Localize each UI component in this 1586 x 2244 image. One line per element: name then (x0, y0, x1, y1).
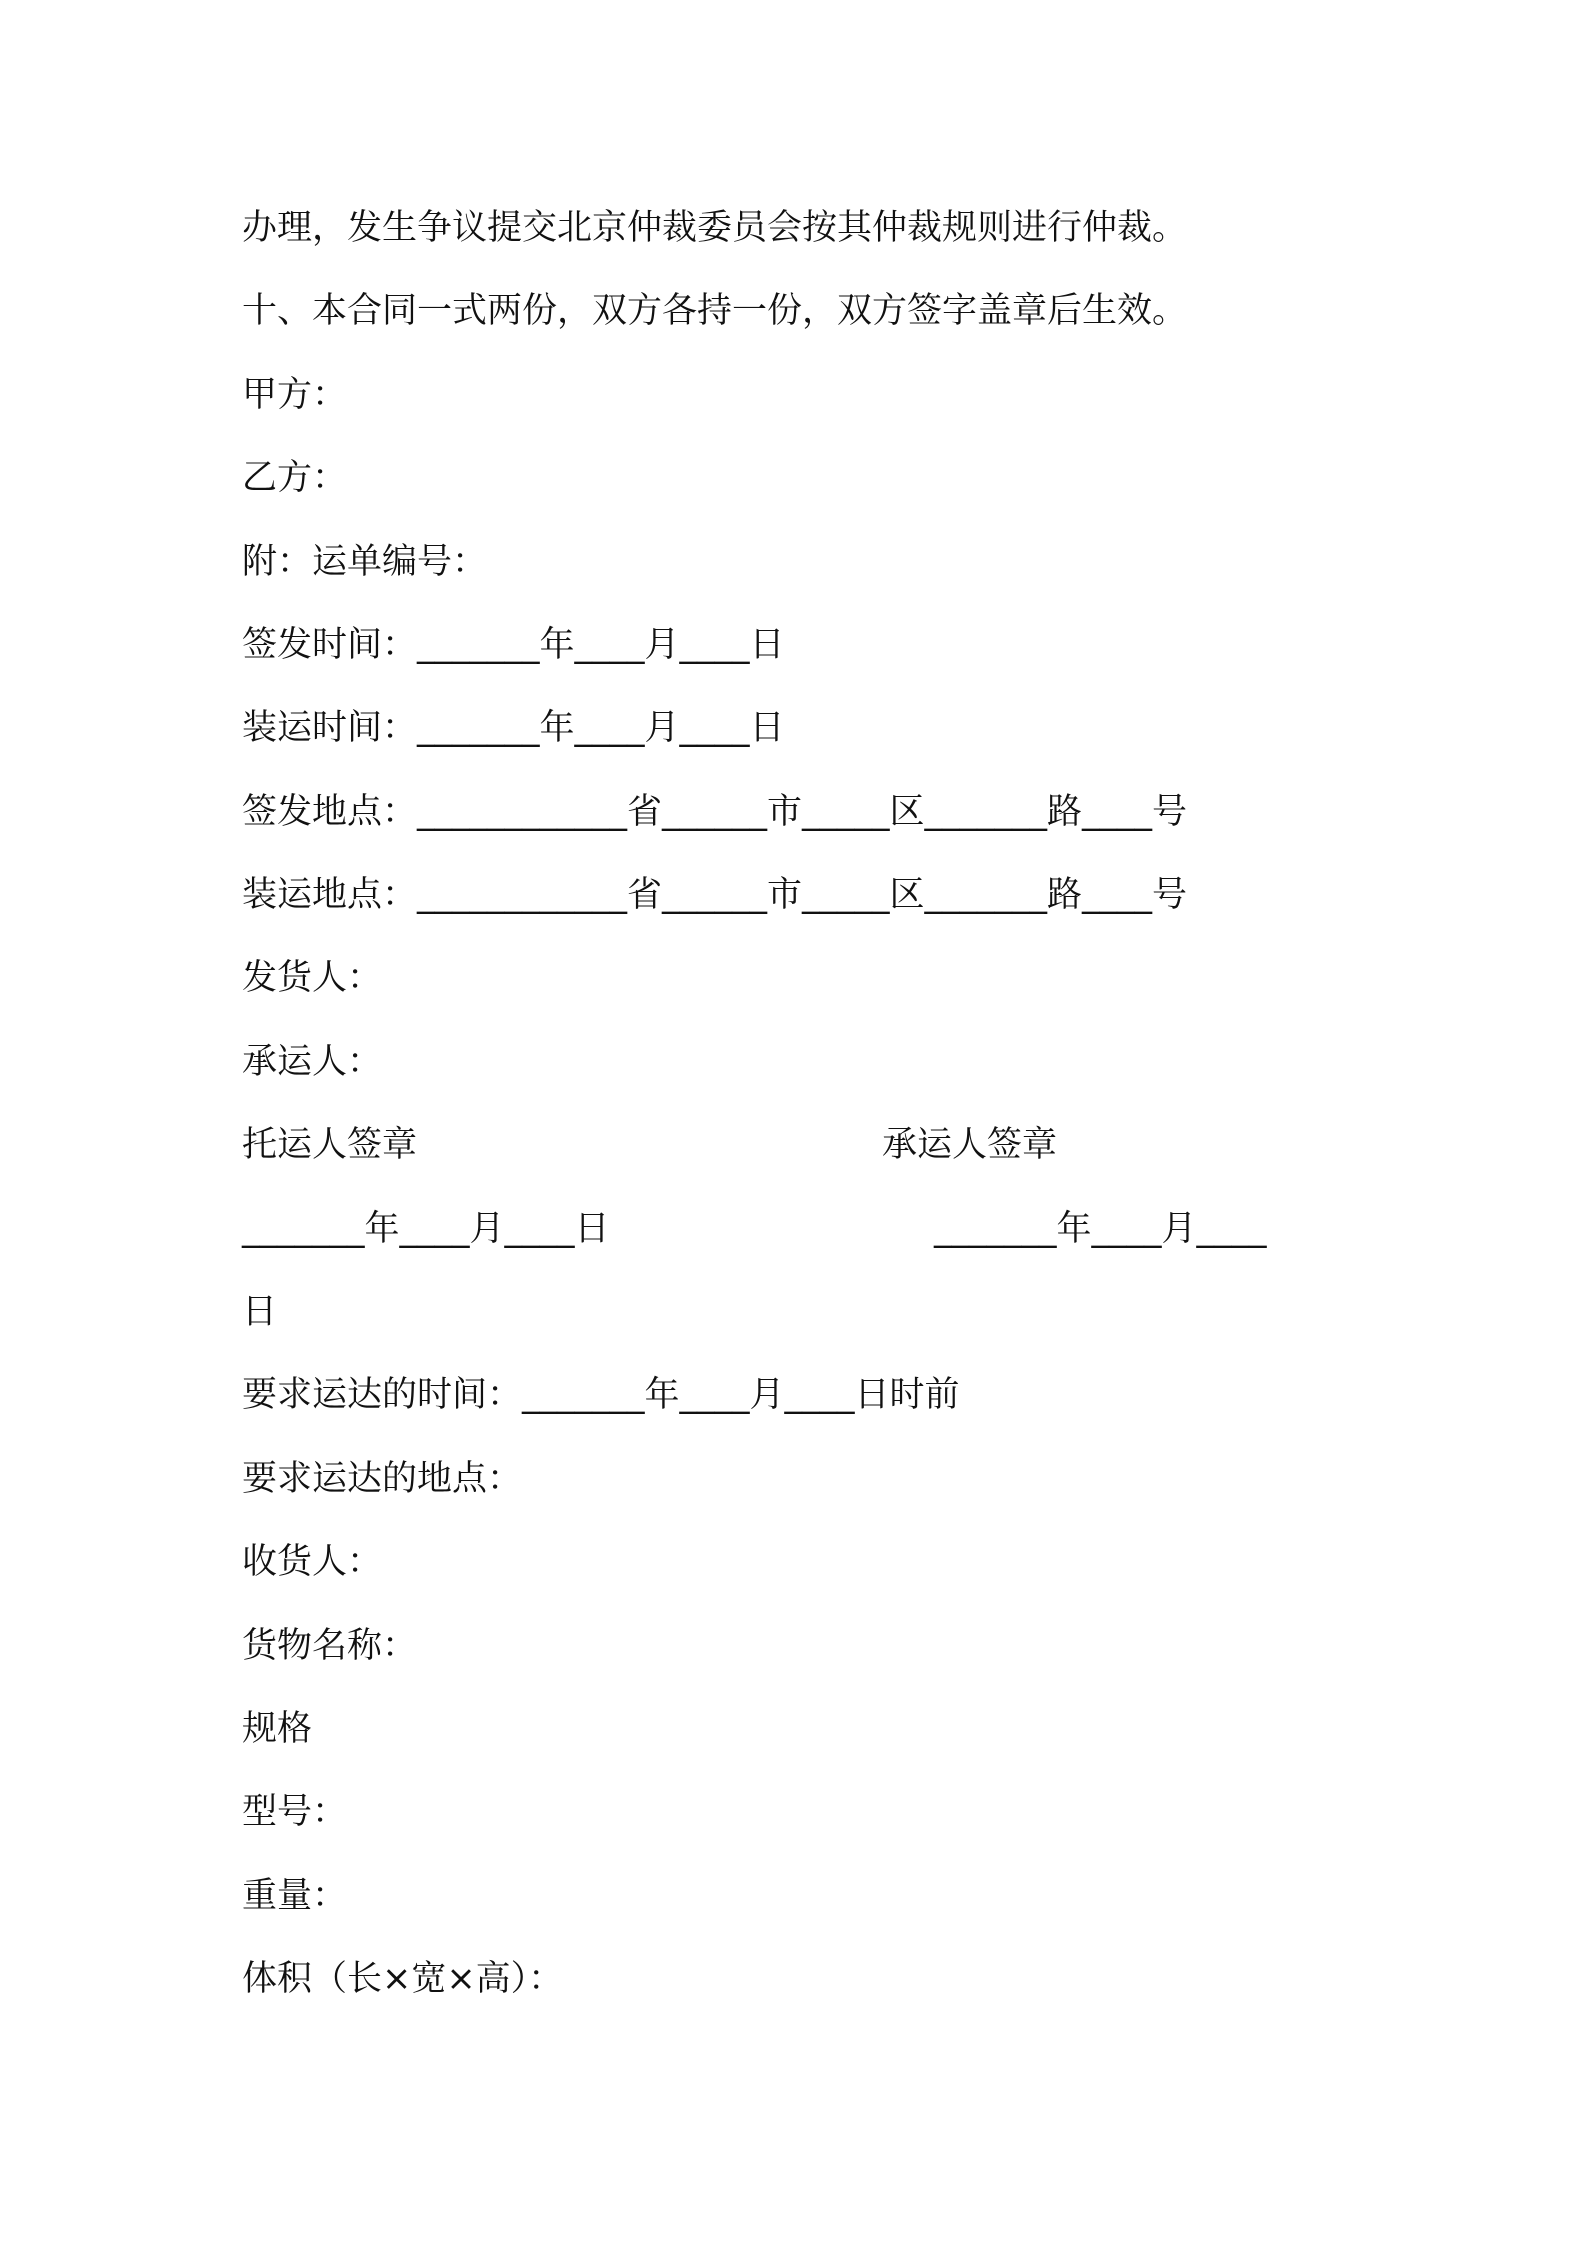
weight-label: 重量： (242, 1876, 348, 1916)
clause-arbitration-text: 办理，发生争议提交北京仲裁委员会按其仲裁规则进行仲裁。 (242, 208, 1188, 248)
model-label: 型号： (242, 1792, 348, 1832)
required-arrival-time-field: 要求运达的时间：_______年____月____日时前 (242, 1375, 960, 1415)
carrier-signature-date: _______年____月____ (934, 1209, 1267, 1249)
carrier-signature-label: 承运人签章 (882, 1125, 1058, 1165)
shipper-label: 发货人： (242, 958, 383, 998)
clause-ten-text: 十、本合同一式两份，双方各持一份，双方签字盖章后生效。 (242, 291, 1188, 331)
consignee-label: 收货人： (242, 1542, 383, 1582)
loading-date-field: 装运时间：_______年____月____日 (242, 708, 785, 748)
party-b-label: 乙方： (242, 458, 348, 498)
shipper-signature-label: 托运人签章 (242, 1125, 418, 1165)
issue-place-field: 签发地点：____________省______市_____区_______路____号 (242, 792, 1188, 832)
party-a-label: 甲方： (242, 375, 348, 415)
specification-label: 规格 (242, 1709, 313, 1749)
shipper-signature-date: _______年____月____日 (242, 1209, 610, 1249)
carrier-signature-date-wrap: 日 (242, 1292, 278, 1332)
required-arrival-place-label: 要求运达的地点： (242, 1459, 523, 1499)
loading-place-field: 装运地点：____________省______市_____区_______路____号 (242, 875, 1188, 915)
goods-name-label: 货物名称： (242, 1626, 418, 1666)
volume-label: 体积（长×宽×高）： (242, 1959, 564, 1999)
issue-date-field: 签发时间：_______年____月____日 (242, 625, 785, 665)
waybill-number-label: 附：运单编号： (242, 542, 488, 582)
carrier-label: 承运人： (242, 1042, 383, 1082)
